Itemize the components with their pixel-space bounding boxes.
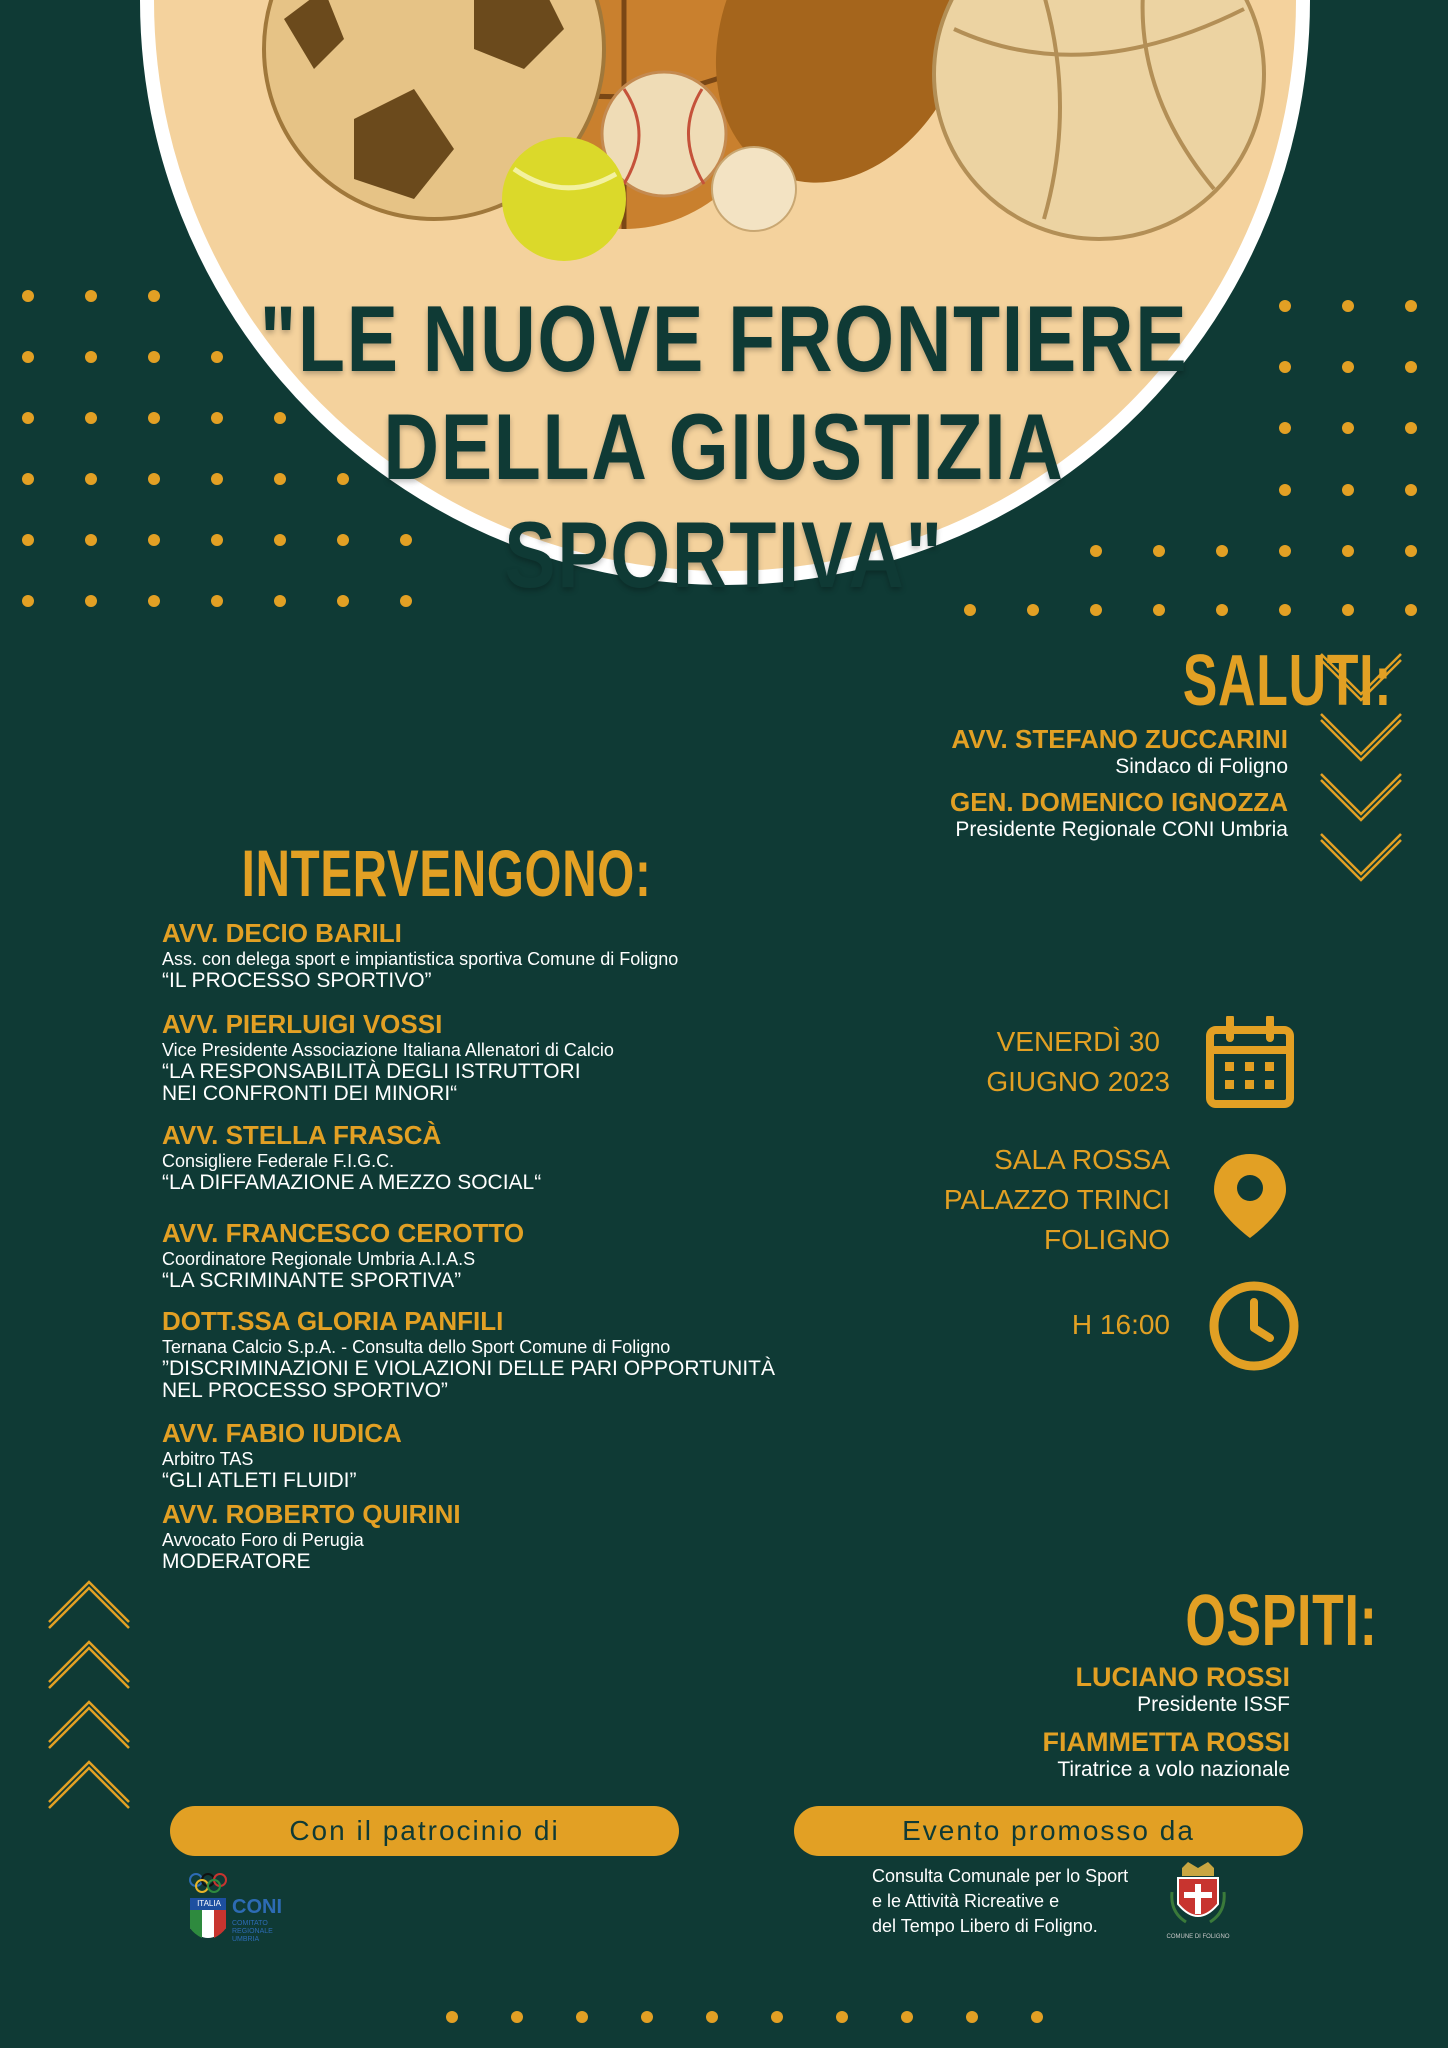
speaker-name: DOTT.SSA GLORIA PANFILI: [162, 1306, 504, 1336]
consulta-line-1: Consulta Comunale per lo Sport: [872, 1866, 1129, 1886]
decorative-dot: [85, 412, 97, 424]
decorative-dot: [641, 2011, 653, 2023]
speaker-item: [162, 918, 882, 1009]
decorative-dot: [1405, 361, 1417, 373]
decorative-dot: [1342, 545, 1354, 557]
saluti-role-2: Presidente Regionale CONI Umbria: [955, 818, 1288, 841]
speaker-item: [162, 1306, 882, 1418]
speaker-talk: “IL PROCESSO SPORTIVO”: [162, 969, 432, 992]
decorative-dot: [85, 473, 97, 485]
speaker-name: AVV. STELLA FRASCÀ: [162, 1120, 442, 1150]
comune-foligno-logo: [1158, 1862, 1238, 1952]
ospiti-heading: OSPITI:: [1185, 1581, 1378, 1661]
speaker-item: [162, 1009, 882, 1120]
ospite-name-1: LUCIANO ROSSI: [1075, 1662, 1290, 1692]
decorative-dot: [771, 2011, 783, 2023]
decorative-dot: [576, 2011, 588, 2023]
speaker-item: [162, 1499, 882, 1573]
speakers-list: [162, 918, 882, 1573]
title-line-1: "LE NUOVE FRONTIERE: [259, 286, 1189, 391]
speaker-role: Ternana Calcio S.p.A. - Consulta dello Sport Comune di Foligno: [162, 1337, 671, 1357]
event-title: [130, 285, 1317, 609]
clock-icon: [1208, 1280, 1300, 1372]
speaker-role: Vice Presidente Associazione Italiana Allenatori di Calcio: [162, 1040, 614, 1060]
place-line-1: SALA ROSSA: [994, 1144, 1170, 1175]
title-line-3: SPORTIVA": [504, 502, 944, 607]
ospite-name-2: FIAMMETTA ROSSI: [1042, 1727, 1290, 1757]
decorative-dot: [1342, 361, 1354, 373]
speaker-item: [162, 1418, 882, 1499]
speaker-talk: “LA DIFFAMAZIONE A MEZZO SOCIAL“: [162, 1171, 542, 1194]
decorative-dot: [1405, 604, 1417, 616]
location-pin-icon: [1210, 1150, 1290, 1240]
title-line-2: DELLA GIUSTIZIA: [383, 394, 1065, 499]
speaker-item: [162, 1120, 882, 1218]
patrocinio-banner: Con il patrocinio di: [170, 1806, 679, 1856]
date-line-2: GIUGNO 2023: [986, 1066, 1170, 1097]
saluti-list: [768, 724, 1288, 842]
italia-shield-icon: [186, 1870, 236, 1950]
coat-of-arms-icon: [1168, 1862, 1228, 1932]
decorative-dot: [1405, 545, 1417, 557]
speaker-role: Ass. con delega sport e impiantistica sportiva Comune di Foligno: [162, 949, 679, 969]
ospite-role-2: Tiratrice a volo nazionale: [1057, 1758, 1290, 1781]
decorative-dot: [1342, 604, 1354, 616]
speaker-role: Consigliere Federale F.I.G.C.: [162, 1151, 395, 1171]
decorative-dot: [22, 412, 34, 424]
speaker-role: Arbitro TAS: [162, 1449, 254, 1469]
saluti-role-1: Sindaco di Foligno: [1115, 755, 1288, 778]
event-time: H 16:00: [1071, 1309, 1170, 1340]
place-line-2: PALAZZO TRINCI: [943, 1184, 1170, 1215]
decorative-dot: [901, 2011, 913, 2023]
saluti-name-1: AVV. STEFANO ZUCCARINI: [951, 724, 1288, 754]
coni-text: CONI: [232, 1896, 282, 1918]
decorative-dot: [511, 2011, 523, 2023]
decorative-dot: [22, 534, 34, 546]
decorative-dot: [85, 351, 97, 363]
decorative-dot: [836, 2011, 848, 2023]
event-date: [986, 1022, 1170, 1102]
promosso-banner: Evento promosso da: [794, 1806, 1303, 1856]
decorative-dot: [85, 595, 97, 607]
decorative-dot: [22, 351, 34, 363]
decorative-dot: [85, 534, 97, 546]
coni-subtext: COMITATO REGIONALE UMBRIA: [232, 1920, 273, 1943]
event-place: [944, 1140, 1170, 1260]
speaker-role: Coordinatore Regionale Umbria A.I.A.S: [162, 1249, 476, 1269]
decorative-dot: [966, 2011, 978, 2023]
speaker-name: AVV. ROBERTO QUIRINI: [162, 1499, 461, 1529]
decorative-dot: [22, 473, 34, 485]
decorative-dot: [85, 290, 97, 302]
decorative-dot: [1405, 422, 1417, 434]
speaker-item: [162, 1218, 882, 1306]
consulta-text: [872, 1864, 1128, 1939]
saluti-heading: SALUTI:: [1182, 641, 1393, 721]
coni-badge-text: ITALIA: [197, 1899, 221, 1908]
ospite-role-1: Presidente ISSF: [1137, 1693, 1290, 1716]
intervengono-heading: INTERVENGONO:: [241, 836, 652, 910]
speaker-talk: “LA RESPONSABILITÀ DEGLI ISTRUTTORI NEI CONFRONTI DEI MINORI“: [162, 1060, 581, 1105]
speaker-name: AVV. FABIO IUDICA: [162, 1418, 402, 1448]
decorative-dot: [1031, 2011, 1043, 2023]
speaker-name: AVV. FRANCESCO CEROTTO: [162, 1218, 525, 1248]
place-line-3: FOLIGNO: [1043, 1224, 1170, 1255]
decorative-dot: [1405, 484, 1417, 496]
speaker-role: Avvocato Foro di Perugia: [162, 1530, 364, 1550]
decorative-dot: [446, 2011, 458, 2023]
speaker-talk: “LA SCRIMINANTE SPORTIVA”: [162, 1269, 462, 1292]
decorative-dot: [1405, 300, 1417, 312]
comune-logo-text: COMUNE DI FOLIGNO: [1166, 1934, 1230, 1940]
speaker-talk: ”DISCRIMINAZIONI E VIOLAZIONI DELLE PARI OPPORTUNITÀ NEL PROCESSO SPORTIVO”: [162, 1357, 775, 1402]
calendar-icon: [1205, 1016, 1295, 1108]
coni-logo: [186, 1870, 296, 1950]
decorative-dot: [22, 595, 34, 607]
speaker-name: AVV. PIERLUIGI VOSSI: [162, 1009, 443, 1039]
decorative-dot: [1342, 484, 1354, 496]
ospiti-list: [790, 1662, 1290, 1782]
speaker-talk: MODERATORE: [162, 1550, 311, 1573]
saluti-name-2: GEN. DOMENICO IGNOZZA: [950, 787, 1288, 817]
speaker-name: AVV. DECIO BARILI: [162, 918, 402, 948]
chevron-up-icon: [46, 1572, 132, 1812]
speaker-talk: “GLI ATLETI FLUIDI”: [162, 1469, 357, 1492]
consulta-line-2: e le Attività Ricreative e: [872, 1891, 1060, 1911]
decorative-dot: [1342, 300, 1354, 312]
date-line-1: VENERDÌ 30: [996, 1026, 1160, 1057]
decorative-dot: [706, 2011, 718, 2023]
consulta-line-3: del Tempo Libero di Foligno.: [872, 1916, 1098, 1936]
decorative-dot: [22, 290, 34, 302]
chevron-down-icon: [1318, 650, 1404, 890]
decorative-dot: [1342, 422, 1354, 434]
